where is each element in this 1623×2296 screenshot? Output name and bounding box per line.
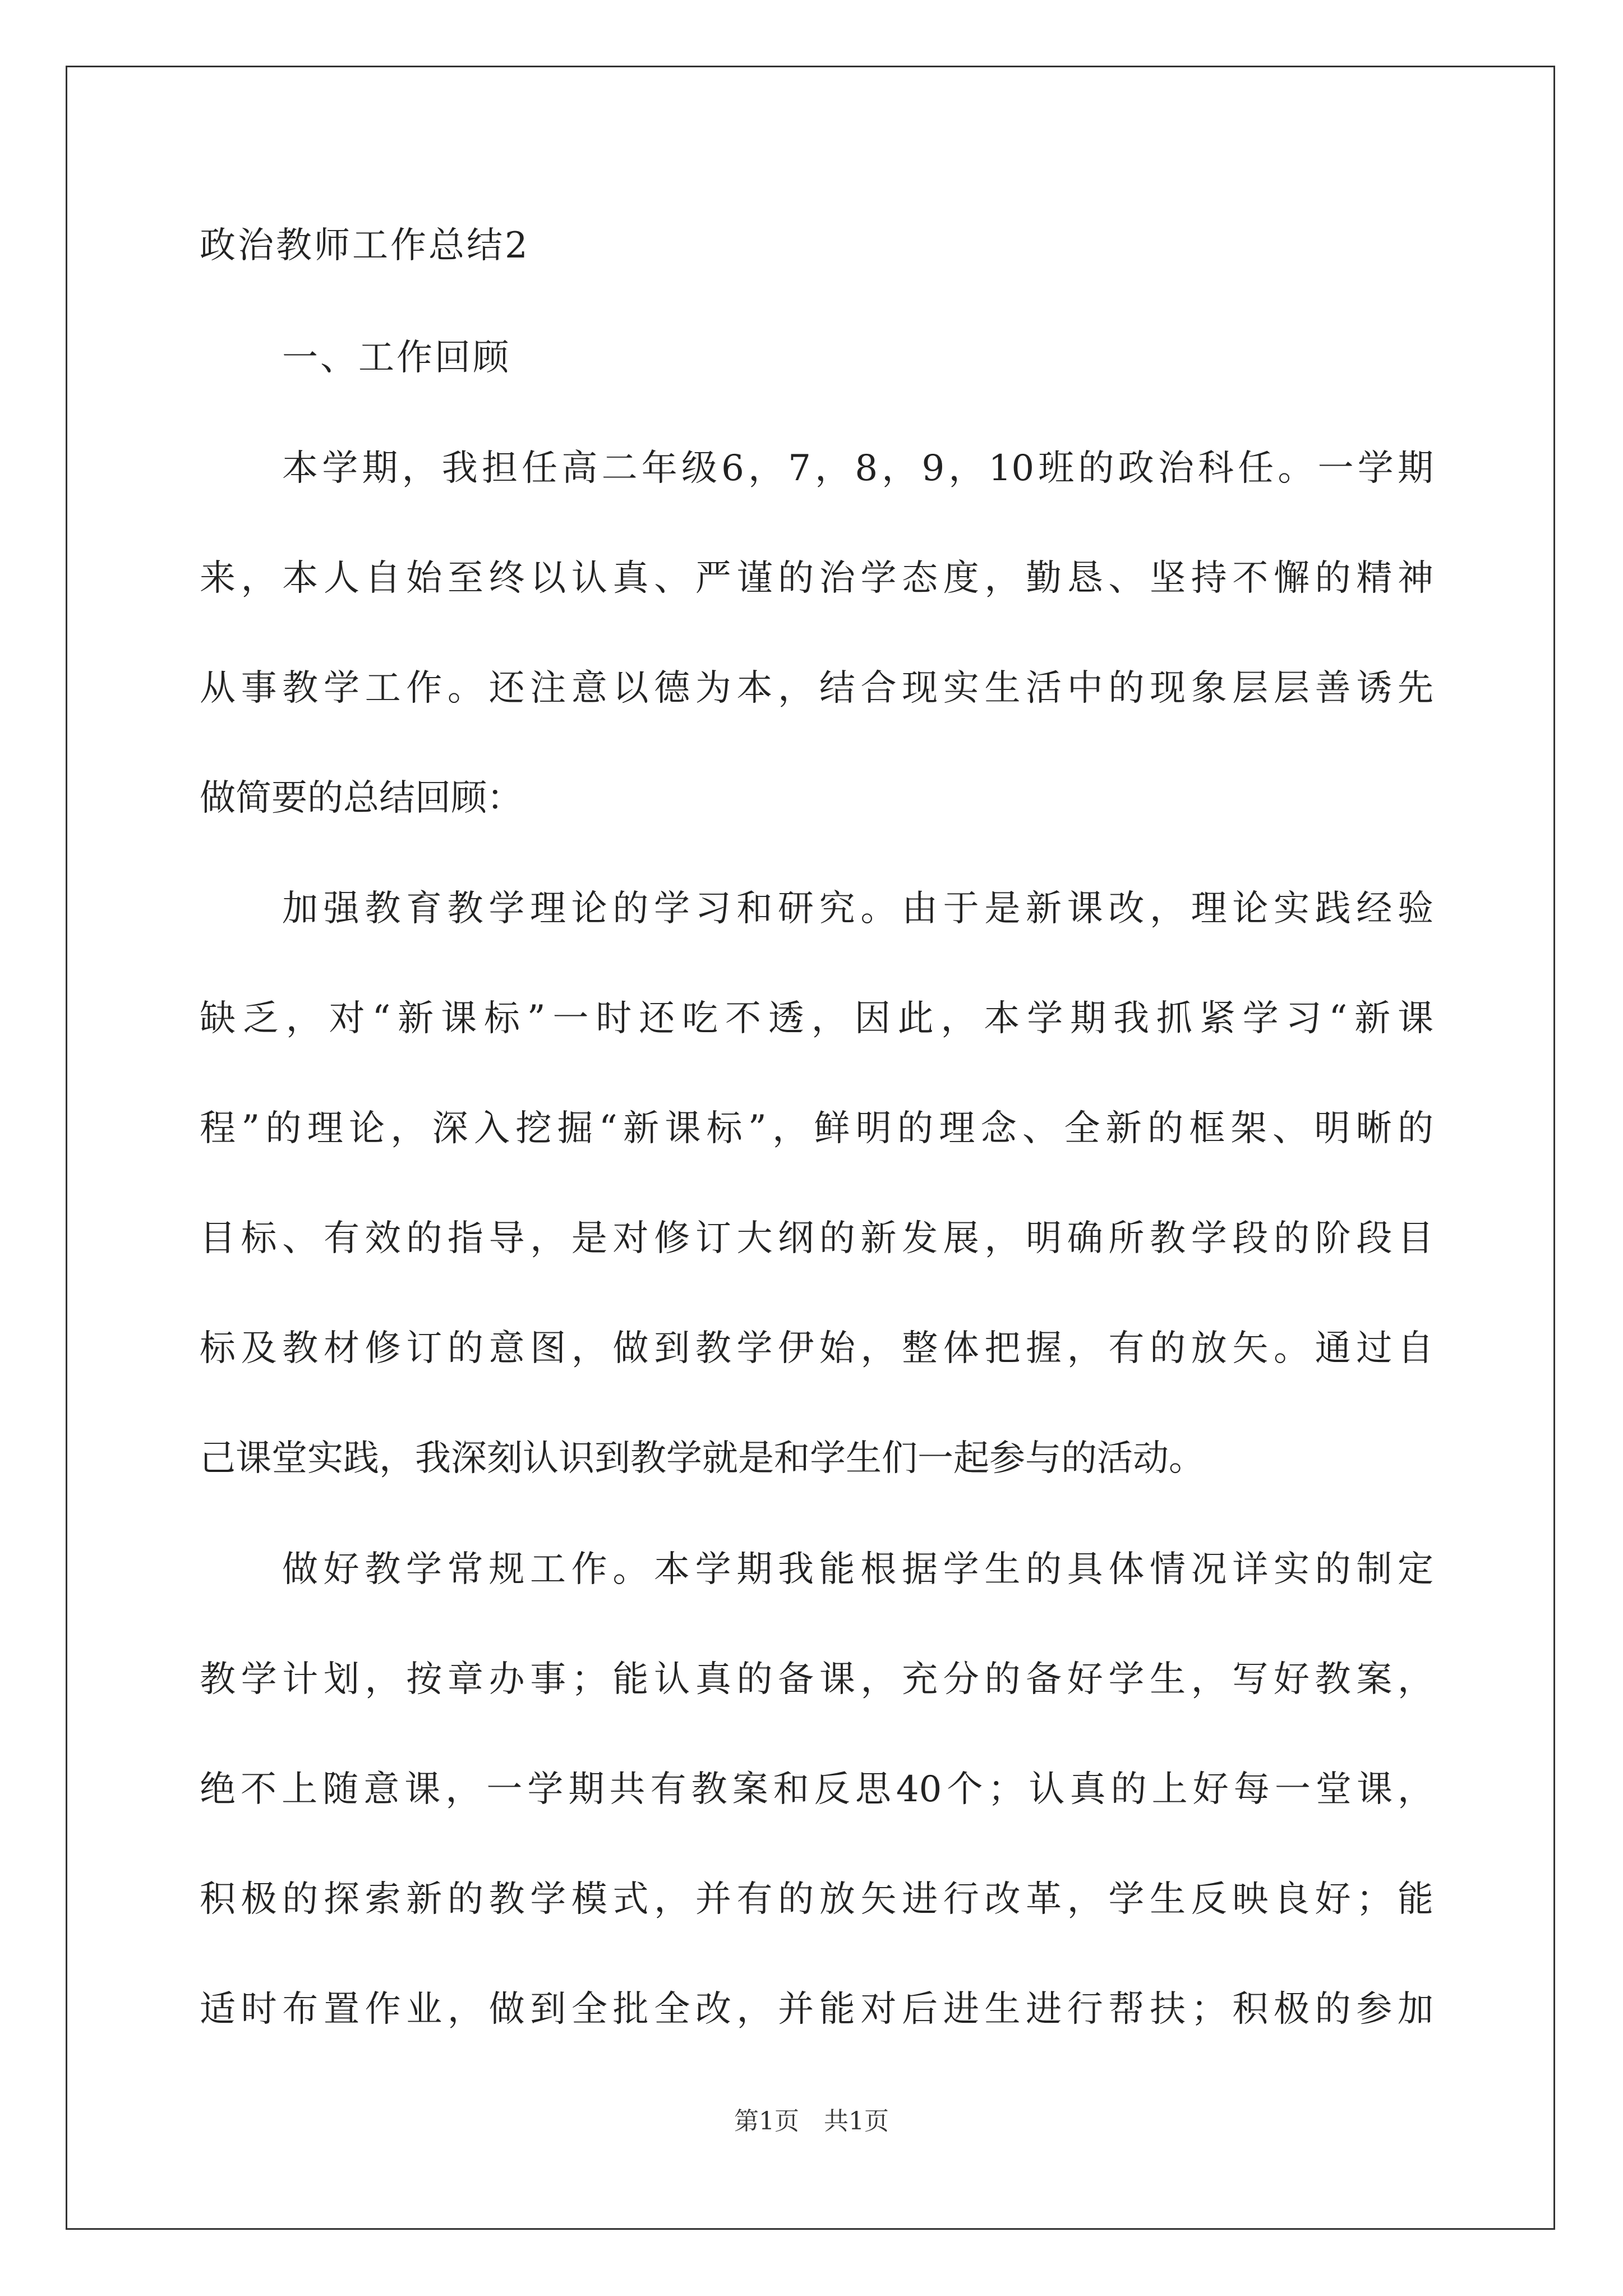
paragraph-line: 加强教育教学理论的学习和研究。由于是新课改，理论实践经验 [282,888,1433,930]
paragraph-line: 教学计划，按章办事；能认真的备课，充分的备好学生，写好教案， [200,1659,1433,1700]
paragraph-3 [200,1547,1433,2097]
paragraph-line: 积极的探索新的教学模式，并有的放矢进行改革，学生反映良好；能 [200,1879,1433,1920]
document-title: 政治教师工作总结2 [200,225,530,266]
paragraph-line: 程”的理论，深入挖掘“新课标”，鲜明的理念、全新的框架、明晰的 [200,1108,1433,1149]
paragraph-line: 本学期，我担任高二年级6，7，8，9，10班的政治科任。一学期 [282,448,1433,489]
page-footer: 第1页 共1页 [734,2107,889,2136]
paragraph-line: 做好教学常规工作。本学期我能根据学生的具体情况详实的制定 [282,1549,1433,1590]
paragraph-line: 适时布置作业，做到全批全改，并能对后进生进行帮扶；积极的参加 [200,1989,1433,2030]
paragraph-2 [200,886,1433,1546]
paragraph-line: 目标、有效的指导，是对修订大纲的新发展，明确所教学段的阶段目 [200,1218,1433,1259]
paragraph-line: 己课堂实践，我深刻认识到教学就是和学生们一起参与的活动。 [200,1438,1205,1479]
paragraph-line: 标及教材修订的意图，做到教学伊始，整体把握，有的放矢。通过自 [200,1328,1433,1369]
paragraph-line: 做简要的总结回顾： [200,777,523,819]
paragraph-line: 缺乏，对“新课标”一时还吃不透，因此，本学期我抓紧学习“新课 [200,998,1433,1039]
paragraph-line: 绝不上随意课，一学期共有教案和反思40个；认真的上好每一堂课， [200,1769,1433,1810]
paragraph-line: 来，本人自始至终以认真、严谨的治学态度，勤恳、坚持不懈的精神 [200,558,1433,599]
paragraph-line: 从事教学工作。还注意以德为本，结合现实生活中的现象层层善诱先 [200,668,1433,709]
section-heading: 一、工作回顾 [282,337,511,379]
paragraph-1 [200,446,1433,886]
